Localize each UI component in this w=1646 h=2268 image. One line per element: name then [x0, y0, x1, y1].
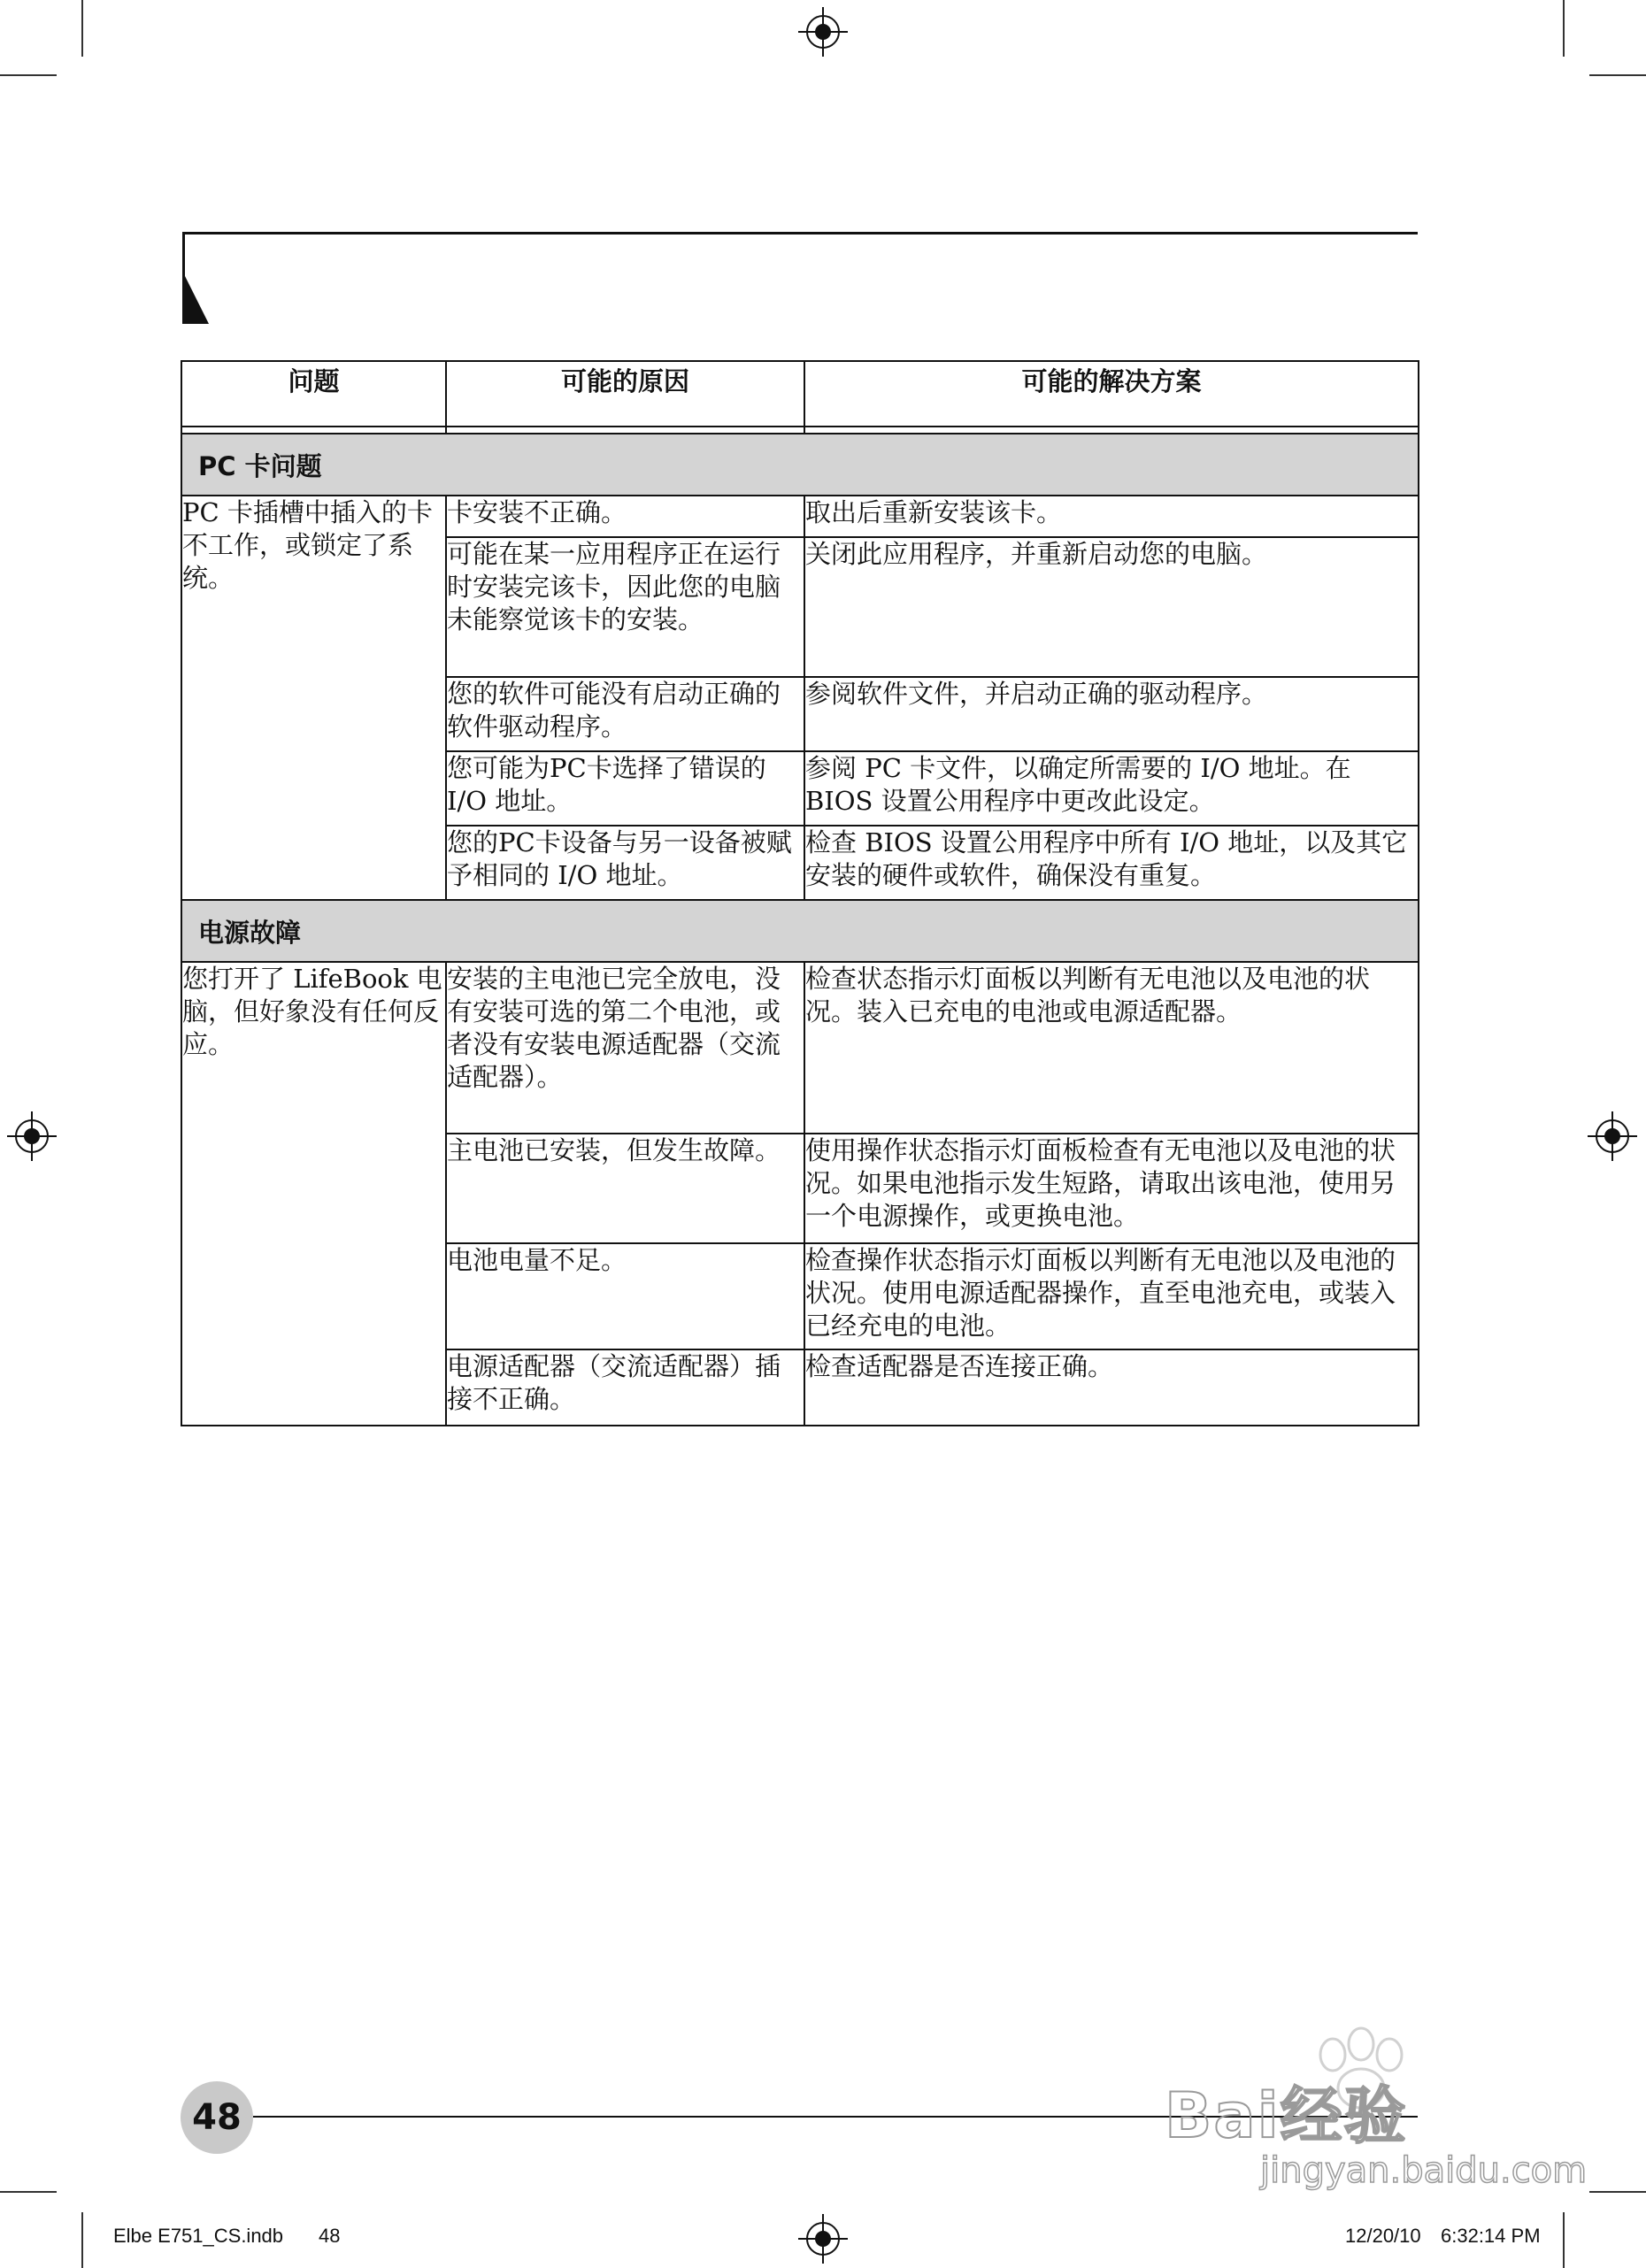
- registration-mark-icon: [1588, 1111, 1637, 1161]
- problem-cell: 您打开了 LifeBook 电脑，但好象没有任何反应。: [181, 962, 446, 1426]
- header-rule: [182, 232, 1418, 234]
- watermark-brand: Bai经验: [1165, 2080, 1408, 2152]
- slug-page: 48: [319, 2225, 341, 2247]
- crop-mark: [1563, 2212, 1565, 2268]
- solution-cell: 参阅 PC 卡文件，以确定所需要的 I/O 地址。在 BIOS 设置公用程序中更改此设定。: [804, 751, 1419, 826]
- header-problem: 问题: [181, 361, 446, 427]
- solution-cell: 检查 BIOS 设置公用程序中所有 I/O 地址，以及其它安装的硬件或软件，确保没有重复。: [804, 826, 1419, 900]
- cause-cell: 电源适配器（交流适配器）插接不正确。: [446, 1349, 804, 1426]
- cause-cell: 您可能为PC卡选择了错误的 I/O 地址。: [446, 751, 804, 826]
- header-cause: 可能的原因: [446, 361, 804, 427]
- section-row: [181, 900, 1419, 962]
- solution-cell: 关闭此应用程序，并重新启动您的电脑。: [804, 537, 1419, 677]
- crop-mark: [0, 2191, 57, 2193]
- cause-cell: 安装的主电池已完全放电，没有安装可选的第二个电池，或者没有安装电源适配器（交流适配器）。: [446, 962, 804, 1134]
- crop-mark: [0, 74, 57, 76]
- registration-mark-icon: [7, 1111, 57, 1161]
- cause-cell: 主电池已安装，但发生故障。: [446, 1134, 804, 1243]
- crop-mark: [81, 0, 83, 57]
- solution-cell: 检查适配器是否连接正确。: [804, 1349, 1419, 1426]
- registration-mark-icon: [798, 2214, 848, 2264]
- crop-mark: [81, 2212, 83, 2268]
- cause-cell: 您的软件可能没有启动正确的软件驱动程序。: [446, 677, 804, 751]
- registration-mark-icon: [798, 7, 848, 57]
- troubleshooting-table: [181, 360, 1419, 1426]
- crop-mark: [1589, 74, 1646, 76]
- section-title: PC 卡问题: [181, 434, 1419, 496]
- watermark-url: jingyan.baidu.com: [1260, 2150, 1588, 2191]
- slug-file: Elbe E751_CS.indb: [113, 2225, 284, 2247]
- table-row: [181, 496, 1419, 537]
- header-solution: 可能的解决方案: [804, 361, 1419, 427]
- cause-cell: 电池电量不足。: [446, 1243, 804, 1349]
- page-number: 48: [181, 2081, 253, 2154]
- table-row: [181, 962, 1419, 1134]
- crop-mark: [1589, 2191, 1646, 2193]
- cause-cell: 您的PC卡设备与另一设备被赋予相同的 I/O 地址。: [446, 826, 804, 900]
- problem-cell: PC 卡插槽中插入的卡不工作，或锁定了系统。: [181, 496, 446, 900]
- header-spacer: [181, 427, 1419, 434]
- header-triangle: [182, 271, 209, 324]
- solution-cell: 检查操作状态指示灯面板以判断有无电池以及电池的状况。使用电源适配器操作，直至电池充电，或装入已经充电的电池。: [804, 1243, 1419, 1349]
- table-header-row: [181, 361, 1419, 427]
- crop-mark: [1563, 0, 1565, 57]
- solution-cell: 参阅软件文件，并启动正确的驱动程序。: [804, 677, 1419, 751]
- section-title: 电源故障: [181, 900, 1419, 962]
- section-row: [181, 434, 1419, 496]
- solution-cell: 检查状态指示灯面板以判断有无电池以及电池的状况。装入已充电的电池或电源适配器。: [804, 962, 1419, 1134]
- cause-cell: 可能在某一应用程序正在运行时安装完该卡，因此您的电脑未能察觉该卡的安装。: [446, 537, 804, 677]
- slug-time: 6:32:14 PM: [1441, 2225, 1541, 2247]
- solution-cell: 取出后重新安装该卡。: [804, 496, 1419, 537]
- slug-date: 12/20/10: [1345, 2225, 1421, 2247]
- solution-cell: 使用操作状态指示灯面板检查有无电池以及电池的状况。如果电池指示发生短路，请取出该电池，使用另一个电源操作，或更换电池。: [804, 1134, 1419, 1243]
- cause-cell: 卡安装不正确。: [446, 496, 804, 537]
